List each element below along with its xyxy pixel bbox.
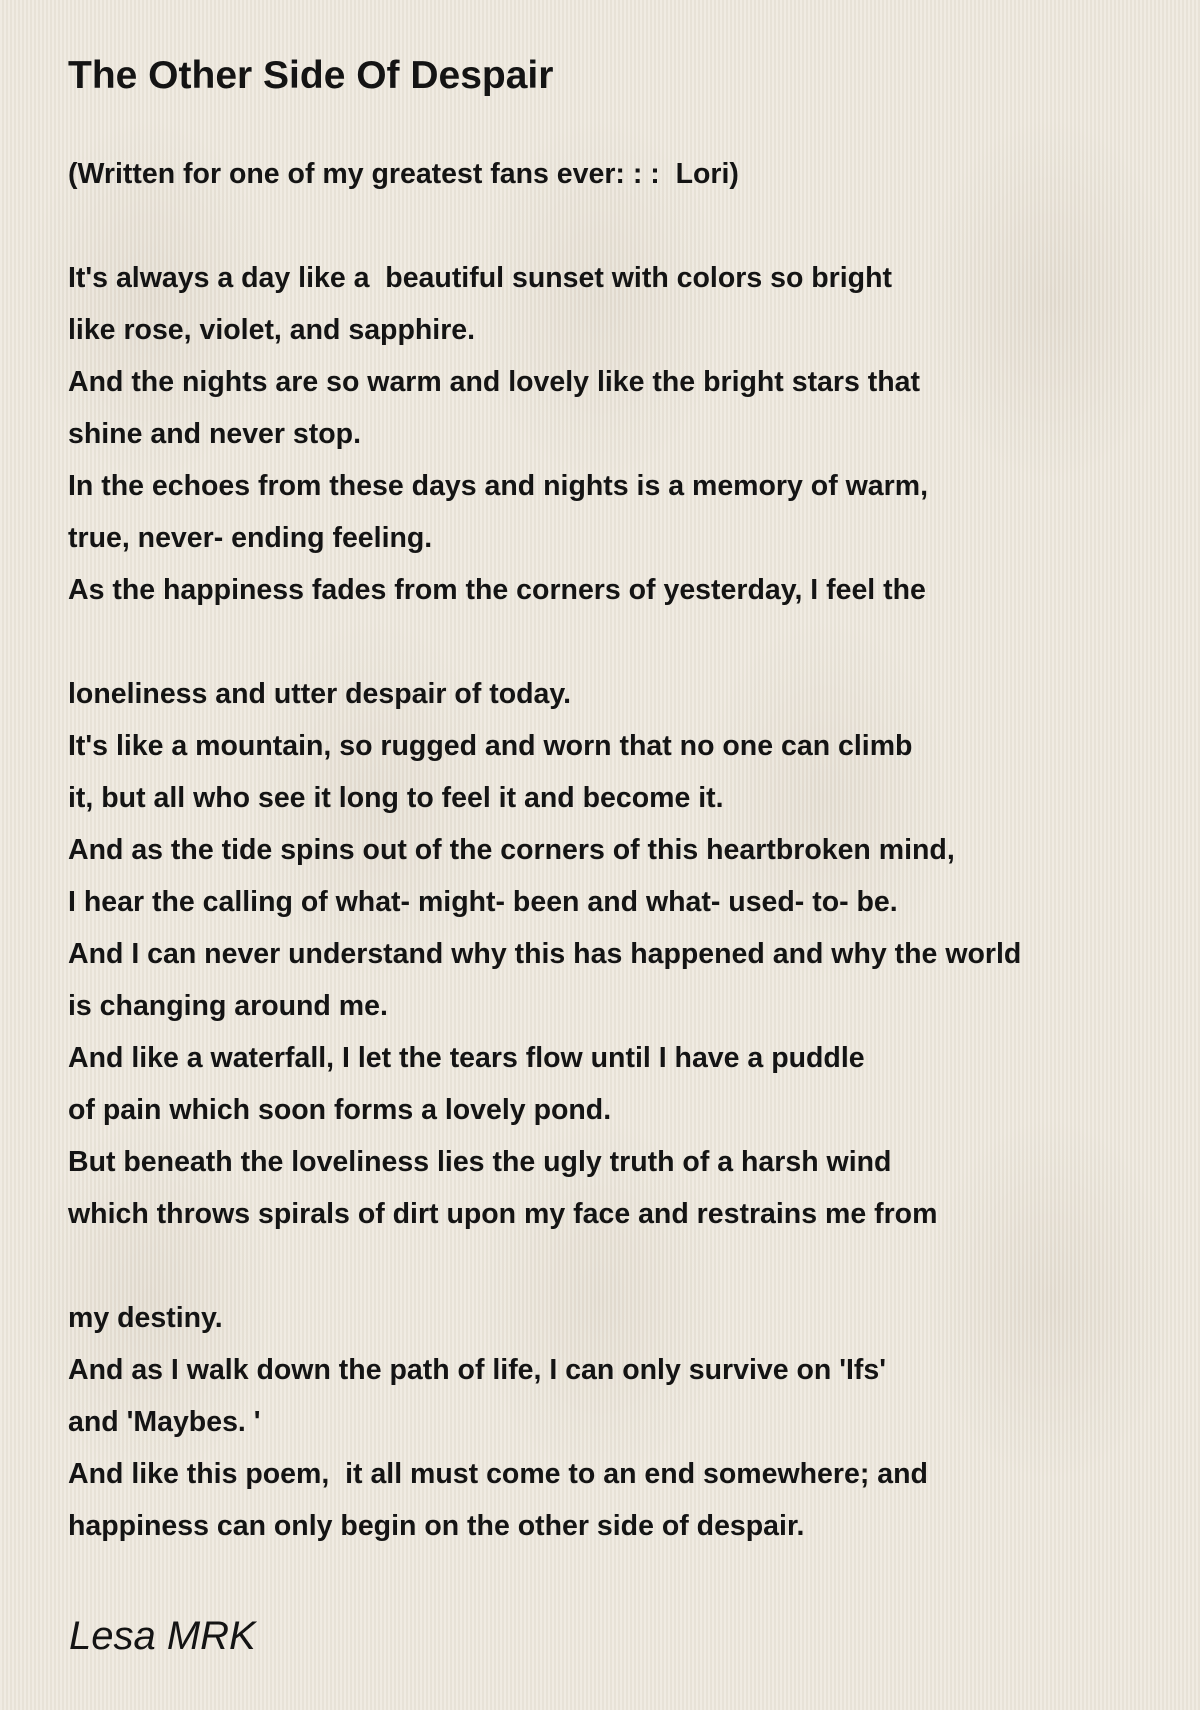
poem-line: which throws spirals of dirt upon my face and restrains me from [68, 1198, 938, 1230]
poem-line: It's like a mountain, so rugged and worn that no one can climb [68, 730, 913, 762]
poem-line [68, 616, 1188, 668]
poem-line: of pain which soon forms a lovely pond. [68, 1094, 612, 1126]
poem-line: But beneath the loveliness lies the ugly truth of a harsh wind [68, 1146, 892, 1178]
poem-line: it, but all who see it long to feel it and become it. [68, 782, 724, 814]
poem-line [68, 200, 1188, 252]
poem-author: Lesa MRK [69, 1614, 256, 1658]
poem-line: I hear the calling of what- might- been and what- used- to- be. [68, 886, 898, 918]
poem-title: The Other Side Of Despair [68, 54, 554, 97]
poem-line: It's always a day like a beautiful sunset with colors so bright [68, 262, 892, 294]
poem-line: shine and never stop. [68, 418, 361, 450]
poem-line [68, 1240, 1188, 1292]
poem-line: And the nights are so warm and lovely like the bright stars that [68, 366, 921, 398]
poem-line: In the echoes from these days and nights is a memory of warm, [68, 470, 928, 502]
poem-line: like rose, violet, and sapphire. [68, 314, 476, 346]
poem-line: and 'Maybes. ' [68, 1406, 261, 1438]
poem-line: As the happiness fades from the corners of yesterday, I feel the [68, 574, 926, 606]
poem-line: loneliness and utter despair of today. [68, 678, 572, 710]
poem-line: (Written for one of my greatest fans ever: : : Lori) [68, 158, 739, 190]
poem-line: And as the tide spins out of the corners of this heartbroken mind, [68, 834, 955, 866]
poem-line: And as I walk down the path of life, I can only survive on 'Ifs' [68, 1354, 887, 1386]
poem-line: is changing around me. [68, 990, 388, 1022]
poem-line: And like a waterfall, I let the tears flow until I have a puddle [68, 1042, 865, 1074]
poem-line: happiness can only begin on the other side of despair. [68, 1510, 805, 1542]
poem-body [68, 148, 1188, 1552]
poem-line: And I can never understand why this has happened and why the world [68, 938, 1022, 970]
poem-line: my destiny. [68, 1302, 223, 1334]
poem-line: true, never- ending feeling. [68, 522, 433, 554]
poem-line: And like this poem, it all must come to an end somewhere; and [68, 1458, 928, 1490]
